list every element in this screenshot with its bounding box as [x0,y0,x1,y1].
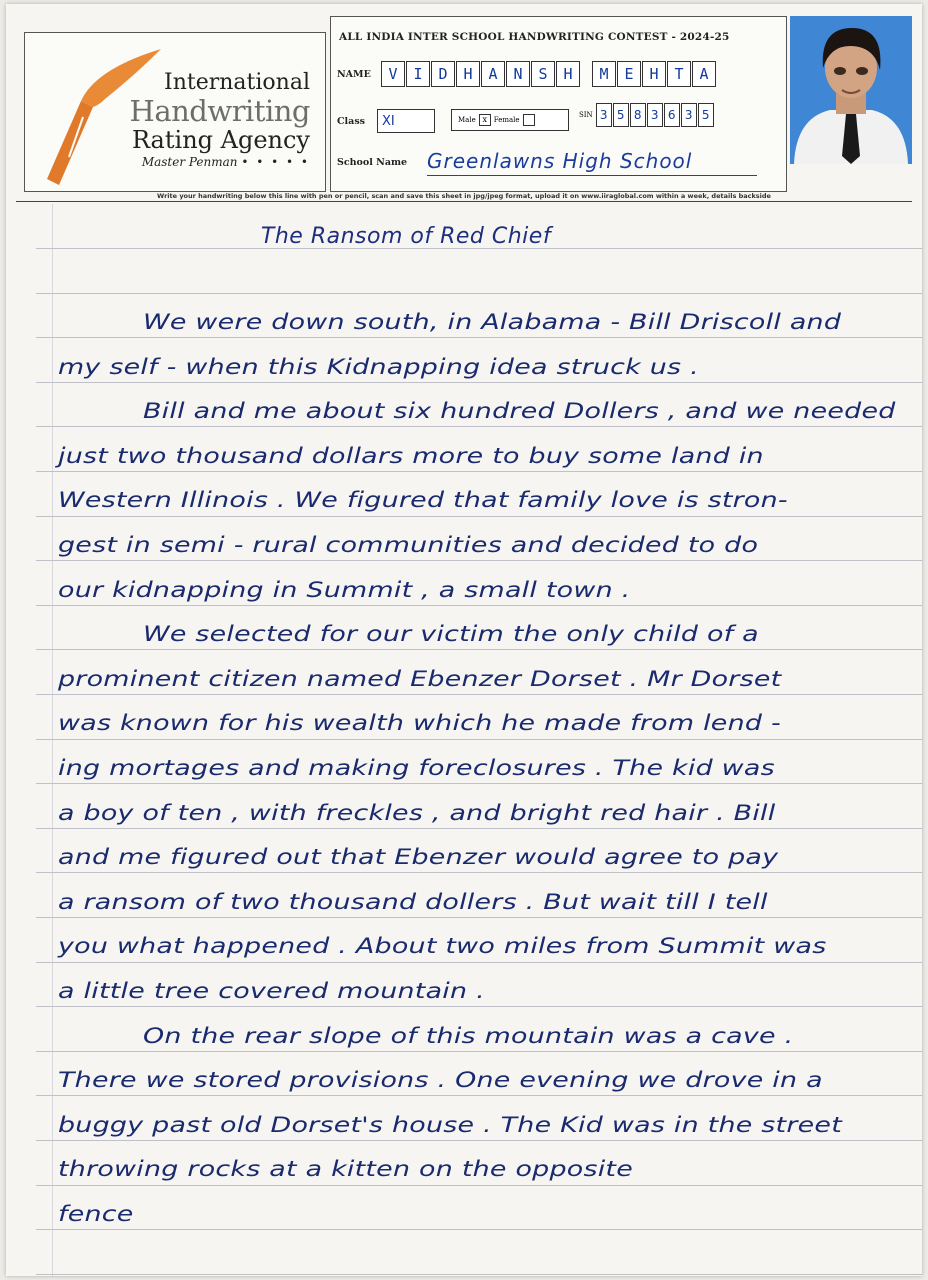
name-letter-cell: I [406,61,430,87]
handwritten-line: and me figured out that Ebenzer would agree to pay [58,845,779,871]
name-letter-cell: S [531,61,555,87]
handwritten-line: ing mortages and making foreclosures . The kid was [58,756,775,781]
name-letter-cell: H [456,61,480,87]
ruled-line [36,649,922,650]
logo-line-handwriting: Handwriting [129,94,310,128]
sin-digit-cell: 8 [630,103,646,127]
ruled-line [36,471,922,472]
ruled-line [36,1229,922,1230]
handwritten-line: our kidnapping in Summit , a small town . [58,577,631,603]
name-letter-cell: A [481,61,505,87]
name-letter-cell: E [617,61,641,87]
handwritten-line: prominent citizen named Ebenzer Dorset . Mr Dorset [58,666,782,692]
sin-digit-cell: 6 [664,103,680,127]
handwritten-line: Bill and me about six hundred Dollers , and we needed [143,399,896,425]
handwritten-line: you what happened . About two miles from Summit was [58,934,827,960]
name-letter-cell: H [642,61,666,87]
handwritten-line: just two thousand dollars more to buy some land in [58,443,764,469]
ruled-line [36,872,922,873]
logo-tagline: Master Penman • • • • • [141,155,310,169]
handwritten-line: was known for his wealth which he made from lend - [58,711,781,737]
handwritten-line: There we stored provisions . One evening we drove in a [58,1068,823,1094]
ruled-line [36,605,922,606]
agency-logo [24,32,326,192]
ruled-line [36,1006,922,1007]
ruled-line [36,293,922,294]
handwritten-line: We were down south, in Alabama - Bill Driscoll and [143,310,842,335]
ruled-line [36,382,922,383]
handwritten-line: a ransom of two thousand dollers . But wait till I tell [58,889,768,915]
handwritten-line: gest in semi - rural communities and decided to do [58,533,759,558]
logo-stars: • • • • • [241,155,310,169]
sin-digit-cell: 3 [681,103,697,127]
name-label: NAME [337,69,371,80]
handwriting-sheet [6,4,922,1276]
sin-field[interactable] [579,103,715,127]
male-label: Male [458,116,476,124]
name-letter-cell [581,61,591,85]
ruled-line [36,560,922,561]
handwritten-line: a boy of ten , with freckles , and bright red hair . Bill [58,800,776,826]
handwritten-line: On the rear slope of this mountain was a cave . [143,1023,794,1049]
logo-line-international: International [164,70,310,95]
instruction-divider [16,201,912,202]
name-letter-cell: V [381,61,405,87]
name-letter-cell: D [431,61,455,87]
name-field[interactable] [381,61,717,87]
handwritten-line: Western Illinois . We figured that family love is stron- [58,488,788,514]
ruled-line [36,739,922,740]
school-name-label: School Name [337,157,408,168]
name-letter-cell: T [667,61,691,87]
logo-line-agency: Rating Agency [131,126,310,154]
name-letter-cell: A [692,61,716,87]
gender-field [451,109,569,131]
upload-instruction: Write your handwriting below this line with pen or pencil, scan and save this sheet in jpg/jpeg format, upload it on www.iiraglobal.com within a week, details backside [157,192,771,200]
margin-line [52,204,53,1276]
ruled-line [36,694,922,695]
handwritten-line: We selected for our victim the only child of a [143,622,759,648]
ruled-line [36,1051,922,1052]
student-photo [790,16,912,164]
male-checkbox[interactable]: x [479,114,491,126]
sin-label: SIN [579,111,593,119]
essay-title: The Ransom of Red Chief [260,224,552,249]
handwritten-line: my self - when this Kidnapping idea struck us . [58,354,699,380]
ruled-line [36,516,922,517]
handwritten-line: throwing rocks at a kitten on the opposite [58,1157,634,1183]
ruled-line [36,828,922,829]
ruled-line [36,337,922,338]
ruled-line [36,1185,922,1186]
sin-digit-cell: 5 [698,103,714,127]
handwritten-line: a little tree covered mountain . [58,979,485,1004]
ruled-line [36,783,922,784]
sin-digit-cell: 3 [647,103,663,127]
ruled-line [36,1095,922,1096]
school-name-field[interactable]: Greenlawns High School [427,149,757,176]
ruled-line [36,426,922,427]
name-letter-cell: M [592,61,616,87]
name-letter-cell: H [556,61,580,87]
handwritten-line: buggy past old Dorset's house . The Kid was in the street [58,1112,843,1138]
class-label: Class [337,116,366,127]
class-field[interactable]: XI [377,109,435,133]
student-portrait-icon [790,16,912,164]
sin-digit-cell: 5 [613,103,629,127]
contest-header [24,12,914,194]
ruled-line [36,962,922,963]
name-letter-cell: N [506,61,530,87]
ruled-line [36,1274,922,1275]
female-label: Female [493,116,520,124]
entry-form [330,16,787,192]
ruled-line [36,917,922,918]
female-checkbox[interactable] [523,114,535,126]
sin-digit-cell: 3 [596,103,612,127]
ruled-line [36,1140,922,1141]
handwritten-line: fence [58,1202,134,1227]
contest-title: ALL INDIA INTER SCHOOL HANDWRITING CONTEST - 2024-25 [339,31,730,43]
